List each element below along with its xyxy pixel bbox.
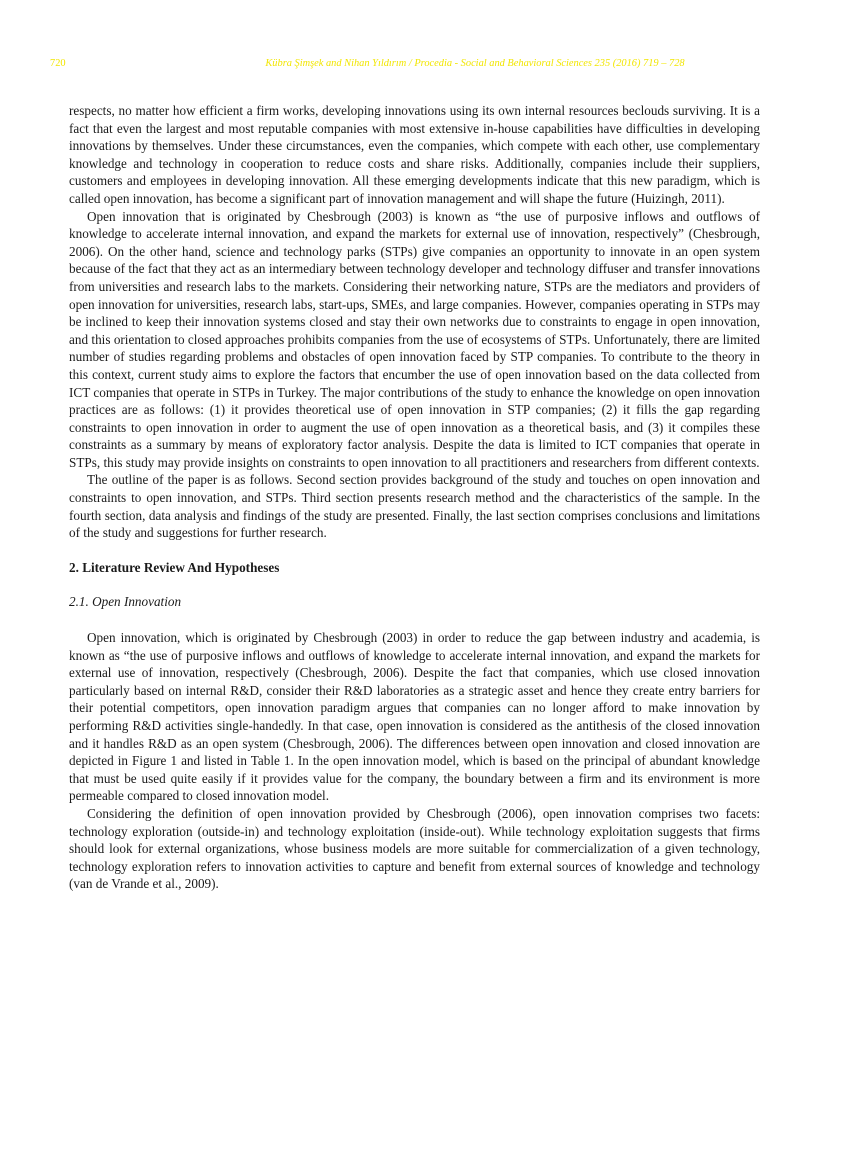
- paragraph: respects, no matter how efficient a firm works, developing innovations using its own internal resources beclouds surviving. It is a fact that even the largest and most reputable companies with most extensive in-house capabilities have difficulties in developing innovations by themselves. Under these circumstances, even the companies, which compete with each other, use complementary knowledge and technology in cooperation to reduce costs and share risks. Additionally, companies include their suppliers, customers and employees in developing innovation. All these emerging developments indicate that this new paradigm, which is called open innovation, has become a significant part of innovation management and will shape the future (Huizingh, 2011).: [69, 103, 760, 206]
- article-body: [69, 102, 760, 893]
- running-head: [50, 58, 800, 74]
- subsection-heading: 2.1. Open Innovation: [69, 594, 182, 610]
- paragraph: The outline of the paper is as follows. Second section provides background of the study and touches on open innovation and constraints to open innovation, and STPs. Third section presents research method and the characteristics of the sample. In the fourth section, data analysis and findings of the study are presented. Finally, the last section comprises conclusions and limitations of the study and suggestions for further research.: [69, 472, 760, 541]
- paragraph: Considering the definition of open innovation provided by Chesbrough (2006), open innovation comprises two facets: technology exploration (outside-in) and technology exploitation (inside-out). While technology exploitation suggests that firms should look for external organizations, whose business models are more suitable for commercialization of a given technology, technology exploration refers to innovation activities to capture and benefit from external sources of knowledge and technology (van de Vrande et al., 2009).: [69, 805, 760, 892]
- paragraph: Open innovation, which is originated by Chesbrough (2003) in order to reduce the gap between industry and academia, is known as “the use of purposive inflows and outflows of knowledge to accelerate internal innovation, and expand the markets for external use of innovation, respectively (Chesbrough, 2006). Despite the fact that companies, which use closed innovation particularly based on internal R&D, consider their R&D laboratories as a strategic asset and hence they create entry barriers for their potential competitors, open innovation paradigm argues that companies can no longer afford to make innovation by performing R&D activities single-handedly. In that case, open innovation is considered as the antithesis of the closed innovation and it handles R&D as an open system (Chesbrough, 2006). The differences between open innovation and closed innovation are depicted in Figure 1 and listed in Table 1. In the open innovation model, which is based on the principal of abundant knowledge that must be used quite easily if it provides value for the company, the boundary between a firm and its environment is more permeable compared to closed innovation model.: [69, 630, 760, 804]
- journal-reference: Kübra Şimşek and Nihan Yıldırım / Procedia - Social and Behavioral Sciences 235 (2016) 719 – 728: [265, 58, 685, 69]
- section-heading: 2. Literature Review And Hypotheses: [69, 559, 280, 575]
- paragraph: Open innovation that is originated by Chesbrough (2003) is known as “the use of purposive inflows and outflows of knowledge to accelerate internal innovation, and expand the markets for external use of innovation, respectively” (Chesbrough, 2006). On the other hand, science and technology parks (STPs) give companies an opportunity to innovate in an open system because of the fact that they act as an intermediary between technology developer and technology diffuser and transfer innovations from universities and research labs to the markets. Considering their networking nature, STPs are the mediators and providers of open innovation for universities, research labs, start-ups, SMEs, and large companies. However, companies operating in STPs may be inclined to keep their innovation systems closed and stay their own networks due to constraints to engage in open innovation, and this orientation to closed approaches prohibits companies from the use of ecosystems of STPs. Unfortunately, there are limited number of studies regarding problems and obstacles of open innovation faced by STP companies. To contribute to the theory in this context, current study aims to explore the factors that encumber the use of open innovation based on the data collected from ICT companies that operate in STPs in Turkey. The major contributions of the study to enhance the knowledge on open innovation practices are as follows: (1) it provides theoretical use of open innovation in STP companies; (2) it fills the gap regarding constraints to open innovation in order to augment the use of open innovation as a theoretical basis, and (3) it compiles these constraints as a summary by means of exploratory factor analysis. Despite the data is limited to ICT companies that operate in STPs, this study may provide insights on constraints to open innovation to all practitioners and researchers from different contexts.: [69, 208, 760, 470]
- page-number: 720: [50, 58, 66, 69]
